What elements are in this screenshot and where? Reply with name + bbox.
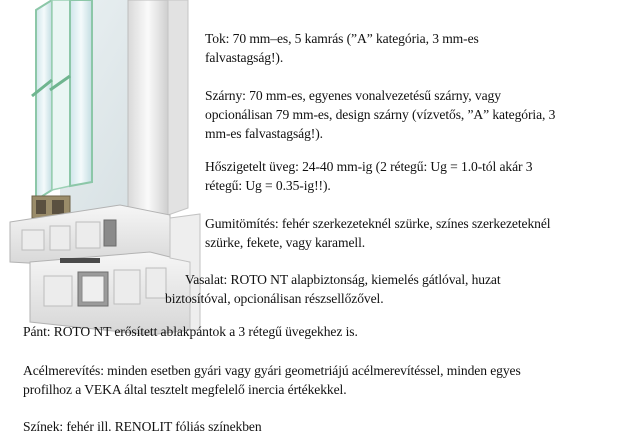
- spec-glass-line-1: Hőszigetelt üveg: 24-40 mm-ig (2 rétegű: Ug = 1.0-tól akár 3: [205, 159, 533, 174]
- glass-pane-1: [36, 0, 52, 200]
- spec-frame-line-1: Tok: 70 mm–es, 5 kamrás (”A” kategória, 3 mm-es: [205, 31, 479, 46]
- spec-seal: [205, 214, 550, 252]
- spec-steel: [23, 361, 521, 399]
- glass-pane-3: [70, 0, 92, 186]
- spec-sash-line-3: mm-es falvastagság!).: [205, 126, 323, 141]
- spec-steel-line-2: profilhoz a VEKA által tesztelt megfelelő inercia értékekkel.: [23, 382, 347, 397]
- spec-seal-line-2: szürke, fekete, vagy karamell.: [205, 235, 366, 250]
- spec-seal-line-1: Gumitömítés: fehér szerkezeteknél szürke, színes szerkezeteknél: [205, 216, 551, 231]
- spec-hardware-line-1: Vasalat: ROTO NT alapbiztonság, kiemelés gátlóval, huzat: [185, 272, 501, 287]
- spec-hardware: [165, 270, 501, 308]
- spec-colors: [23, 417, 262, 436]
- spec-frame-line-2: falvastagság!).: [205, 50, 284, 65]
- spec-sash: [205, 86, 555, 143]
- spec-glass: [205, 157, 532, 195]
- glass-pane-2: [52, 0, 70, 190]
- spec-hardware-line-2: biztosítóval, opcionálisan részsellőzővel.: [165, 291, 384, 306]
- spec-sash-line-1: Szárny: 70 mm-es, egyenes vonalvezetésű szárny, vagy: [205, 88, 501, 103]
- spec-colors-line-1: Színek: fehér ill. RENOLIT fóliás színekben: [23, 419, 262, 434]
- gasket: [60, 258, 100, 263]
- outer-frame: [168, 0, 188, 215]
- spec-frame: [205, 29, 479, 67]
- spec-hinge: [23, 322, 358, 341]
- spec-steel-line-1: Acélmerevítés: minden esetben gyári vagy gyári geometriájú acélmerevítéssel, minden egyes: [23, 363, 521, 378]
- spec-sash-line-2: opcionálisan 79 mm-es, design szárny (vízvetős, ”A” kategória, 3: [205, 107, 556, 122]
- spec-hinge-line-1: Pánt: ROTO NT erősített ablakpántok a 3 rétegű üvegekhez is.: [23, 324, 358, 339]
- sash-frame: [128, 0, 168, 228]
- spec-glass-line-2: rétegű: Ug = 0.35-ig!!).: [205, 178, 331, 193]
